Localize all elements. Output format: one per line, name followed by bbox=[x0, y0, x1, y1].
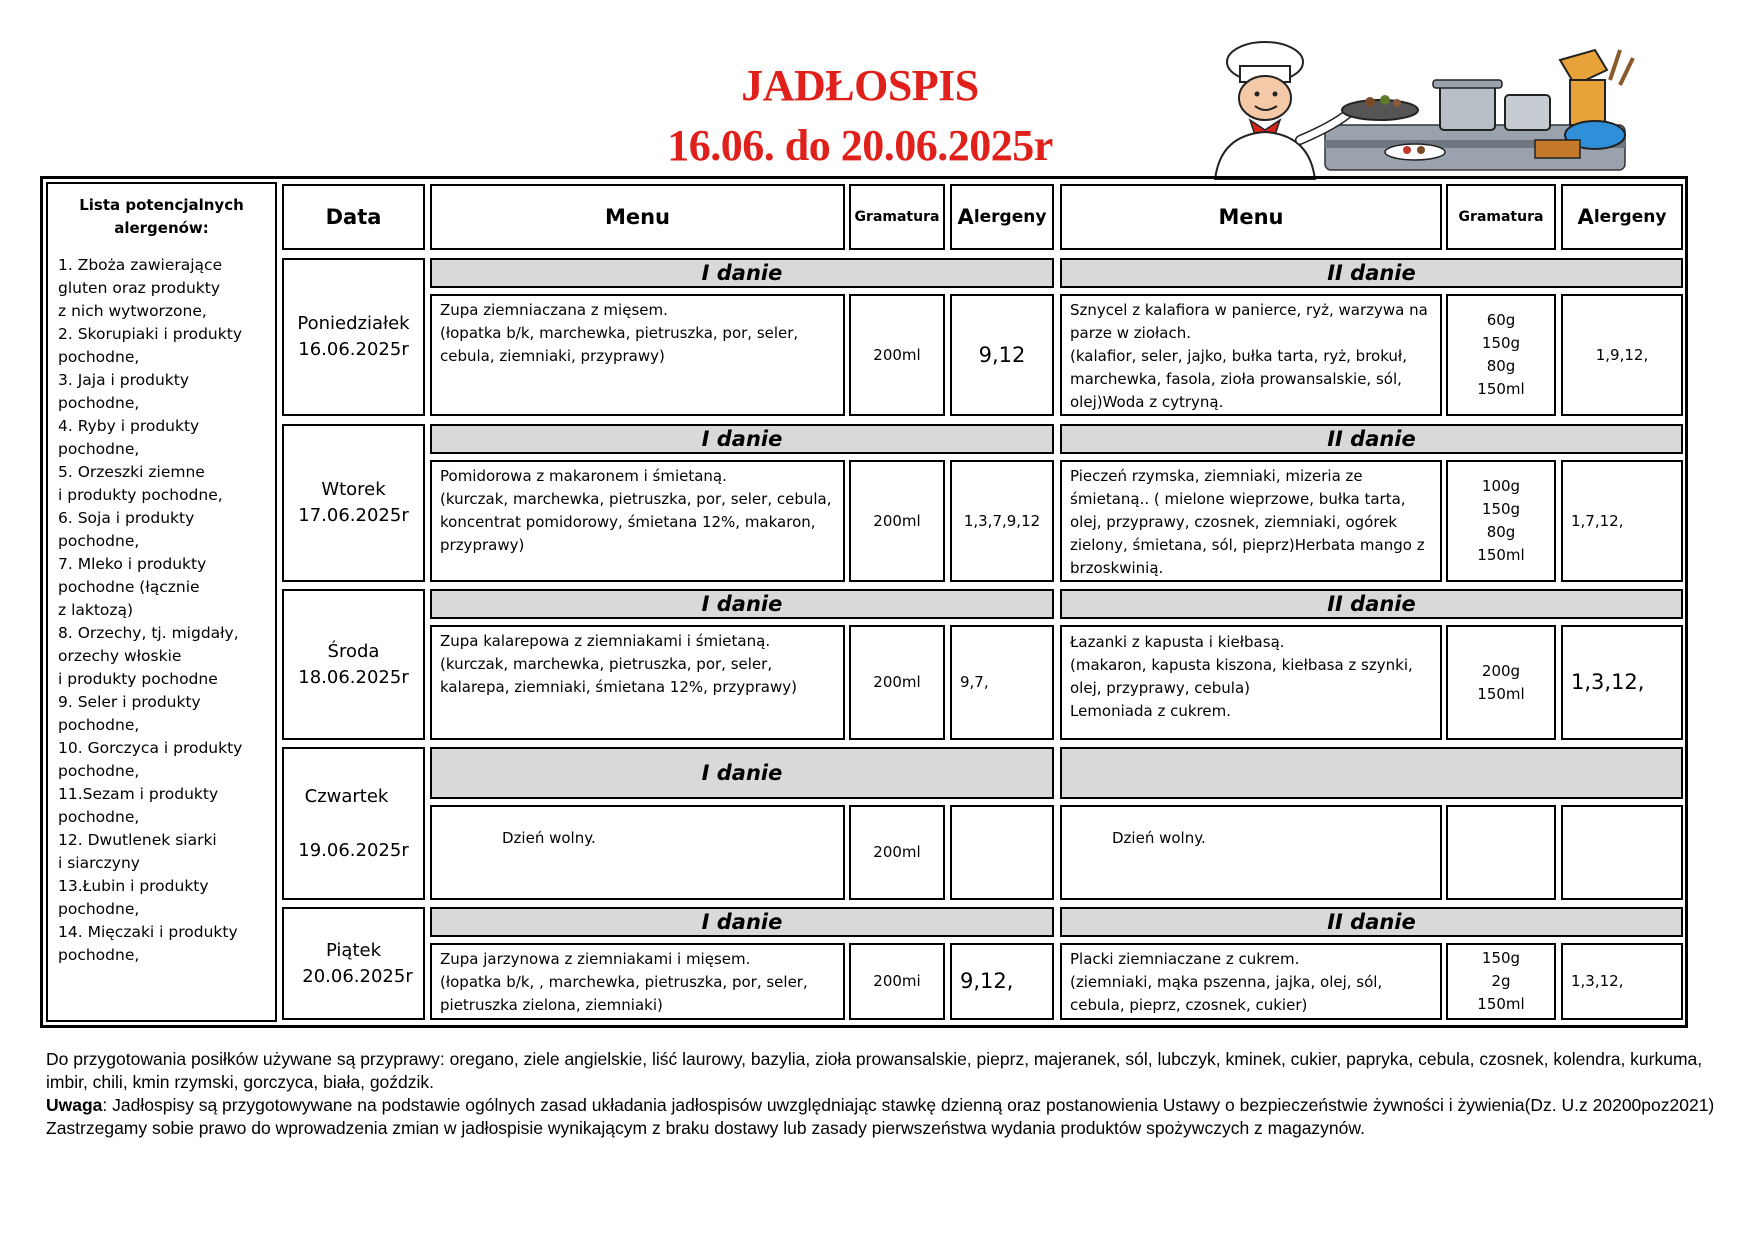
header-allergens-rest: lergeny bbox=[1593, 207, 1667, 227]
allergen-item: 14. Mięczaki i produkty pochodne, bbox=[58, 923, 238, 964]
header-menu-second: Menu bbox=[1060, 184, 1442, 250]
day-date: 16.06.2025r bbox=[298, 339, 409, 360]
second-course-menu: Placki ziemniaczane z cukrem. (ziemniaki, mąka pszenna, jajka, olej, sól, cebula, pieprz, czosnek, cukier) bbox=[1060, 943, 1442, 1020]
allergen-item: i produkty pochodne bbox=[58, 670, 218, 688]
first-course-label: I danie bbox=[430, 907, 1054, 937]
chef-cooking-illustration bbox=[1175, 40, 1635, 180]
second-course-menu: Łazanki z kapusta i kiełbasą. (makaron, kapusta kiszona, kiełbasa z szynki, olej, przyprawy, cebula) Lemoniada z cukrem. bbox=[1060, 625, 1442, 740]
day-date: 17.06.2025r bbox=[298, 505, 409, 526]
second-course-menu: Sznycel z kalafiora w panierce, ryż, warzywa na parze w ziołach. (kalafior, seler, jajko, bułka tarta, ryż, brokuł, marchewka, fasola, zioła prowansalskie, sól, olej)Woda z cytryną. bbox=[1060, 294, 1442, 416]
header-allergens-second bbox=[1561, 184, 1683, 250]
allergen-item: 5. Orzeszki ziemne bbox=[58, 463, 205, 481]
first-course-gramatura: 200ml bbox=[849, 625, 945, 740]
first-course-allergens: 9,12 bbox=[950, 294, 1054, 416]
second-course-menu: Dzień wolny. bbox=[1060, 805, 1442, 900]
first-course-gramatura: 200ml bbox=[849, 805, 945, 900]
allergen-item: 10. Gorczyca i produkty pochodne, bbox=[58, 739, 243, 780]
second-course-label: II danie bbox=[1060, 258, 1683, 288]
first-course-label: I danie bbox=[430, 424, 1054, 454]
second-course-allergens: 1,9,12, bbox=[1561, 294, 1683, 416]
second-course-label bbox=[1060, 747, 1683, 799]
footer-reserve: Zastrzegamy sobie prawo do wprowadzenia zmian w jadłospisie wynikającym z braku dostawy lub zasady pierwszeństwa wydania produktów spożywczych z magazynów. bbox=[46, 1118, 1365, 1138]
day-cell bbox=[282, 424, 425, 582]
first-course-gramatura: 200mi bbox=[849, 943, 945, 1020]
footer-note-text: : Jadłospisy są przygotowywane na podstawie ogólnych zasad układania jadłospisów uwzględniając stawkę dzienną oraz postanowienia Ustawy o bezpieczeństwie żywności i żywienia(Dz. U.z 20200poz2021) bbox=[102, 1095, 1715, 1115]
allergen-item: z laktozą) bbox=[58, 601, 134, 619]
header-allergens-first bbox=[950, 184, 1054, 250]
header-allergens-initial: A bbox=[957, 205, 974, 229]
first-course-menu: Pomidorowa z makaronem i śmietaną. (kurczak, marchewka, pietruszka, por, seler, cebula, koncentrat pomidorowy, śmietana 12%, makaron, przyprawy) bbox=[430, 460, 845, 582]
allergen-item: 9. Seler i produkty pochodne, bbox=[58, 693, 201, 734]
day-date: 20.06.2025r bbox=[302, 965, 413, 987]
allergen-item: i siarczyny bbox=[58, 854, 140, 872]
allergen-item: z nich wytworzone, bbox=[58, 302, 207, 320]
second-course-label: II danie bbox=[1060, 589, 1683, 619]
first-course-allergens: 9,12, bbox=[950, 943, 1054, 1020]
first-course-gramatura: 200ml bbox=[849, 460, 945, 582]
header-gramatura-first: Gramatura bbox=[849, 184, 945, 250]
allergen-item: 12. Dwutlenek siarki bbox=[58, 831, 217, 849]
footer-note bbox=[46, 1094, 1726, 1117]
second-course-gramatura: 200g 150ml bbox=[1446, 625, 1556, 740]
header-gramatura-second: Gramatura bbox=[1446, 184, 1556, 250]
first-course-menu: Zupa ziemniaczana z mięsem. (łopatka b/k, marchewka, pietruszka, por, seler, cebula, ziemniaki, przyprawy) bbox=[430, 294, 845, 416]
first-course-label: I danie bbox=[430, 589, 1054, 619]
first-course-gramatura: 200ml bbox=[849, 294, 945, 416]
day-cell bbox=[282, 747, 425, 900]
first-course-label: I danie bbox=[430, 747, 1054, 799]
first-course-label: I danie bbox=[430, 258, 1054, 288]
footer-note-label: Uwaga bbox=[46, 1095, 103, 1115]
allergen-list-panel bbox=[46, 182, 277, 1022]
allergen-list bbox=[48, 254, 275, 967]
day-name: Piątek bbox=[325, 939, 382, 961]
allergen-item: 7. Mleko i produkty pochodne (łącznie bbox=[58, 555, 207, 596]
allergen-item: 3. Jaja i produkty pochodne, bbox=[58, 371, 189, 412]
allergen-item: 8. Orzechy, tj. migdały, orzechy włoskie bbox=[58, 624, 239, 665]
first-course-allergens: 9,7, bbox=[950, 625, 1054, 740]
day-date: 19.06.2025r bbox=[298, 839, 409, 861]
footer-spices: Do przygotowania posiłków używane są przyprawy: oregano, ziele angielskie, liść laurowy, bazylia, zioła prowansalskie, pieprz, majeranek, sól, lubczyk, kminek, cukier, papryka, cebula, czosnek, kolendra, kurkuma, imbir, chili, kmin rzymski, gorczyca, biała, goździk. bbox=[46, 1049, 1703, 1092]
day-name: Wtorek bbox=[321, 479, 386, 500]
day-cell bbox=[282, 907, 425, 1020]
second-course-gramatura: 100g 150g 80g 150ml bbox=[1446, 460, 1556, 582]
allergen-list-title: Lista potencjalnych alergenów: bbox=[79, 196, 244, 237]
header-allergens-initial: A bbox=[1577, 205, 1594, 229]
second-course-label: II danie bbox=[1060, 424, 1683, 454]
day-date: 18.06.2025r bbox=[298, 666, 409, 688]
second-course-label: II danie bbox=[1060, 907, 1683, 937]
day-cell bbox=[282, 589, 425, 740]
date-range: 16.06. do 20.06.2025r bbox=[667, 121, 1053, 170]
second-course-allergens: 1,7,12, bbox=[1561, 460, 1683, 582]
day-cell bbox=[282, 258, 425, 416]
second-course-menu: Pieczeń rzymska, ziemniaki, mizeria ze śmietaną.. ( mielone wieprzowe, bułka tarta, olej, przyprawy, czosnek, ziemniaki, ogórek zielony, śmietana, sól, pieprz)Herbata mango z brzoskwinią. bbox=[1060, 460, 1442, 582]
header-allergens-rest: lergeny bbox=[973, 207, 1047, 227]
header-date: Data bbox=[282, 184, 425, 250]
allergen-item: 13.Łubin i produkty pochodne, bbox=[58, 877, 209, 918]
first-course-menu: Zupa kalarepowa z ziemniakami i śmietaną. (kurczak, marchewka, pietruszka, por, seler, kalarepa, ziemniaki, śmietana 12%, przyprawy) bbox=[430, 625, 845, 740]
day-name: Poniedziałek bbox=[297, 313, 410, 334]
footer-notes bbox=[46, 1048, 1726, 1140]
second-course-gramatura: 150g 2g 150ml bbox=[1446, 943, 1556, 1020]
allergen-item: i produkty pochodne, bbox=[58, 486, 223, 504]
second-course-allergens bbox=[1561, 805, 1683, 900]
second-course-allergens: 1,3,12, bbox=[1561, 625, 1683, 740]
day-name: Środa bbox=[327, 640, 380, 662]
first-course-allergens: 1,3,7,9,12 bbox=[950, 460, 1054, 582]
allergen-item: 6. Soja i produkty pochodne, bbox=[58, 509, 195, 550]
first-course-allergens bbox=[950, 805, 1054, 900]
allergen-item: 2. Skorupiaki i produkty pochodne, bbox=[58, 325, 242, 366]
second-course-allergens: 1,3,12, bbox=[1561, 943, 1683, 1020]
header-menu-first: Menu bbox=[430, 184, 845, 250]
second-course-gramatura: 60g 150g 80g 150ml bbox=[1446, 294, 1556, 416]
day-name: Czwartek bbox=[304, 785, 389, 807]
first-course-menu: Zupa jarzynowa z ziemniakami i mięsem. (łopatka b/k, , marchewka, pietruszka, por, seler, pietruszka zielona, ziemniaki) bbox=[430, 943, 845, 1020]
second-course-gramatura bbox=[1446, 805, 1556, 900]
allergen-item: 1. Zboża zawierające gluten oraz produkty bbox=[58, 256, 223, 297]
first-course-menu: Dzień wolny. bbox=[430, 805, 845, 900]
page-title: JADŁOSPIS bbox=[741, 61, 979, 110]
allergen-item: 4. Ryby i produkty pochodne, bbox=[58, 417, 200, 458]
allergen-item: 11.Sezam i produkty pochodne, bbox=[58, 785, 219, 826]
